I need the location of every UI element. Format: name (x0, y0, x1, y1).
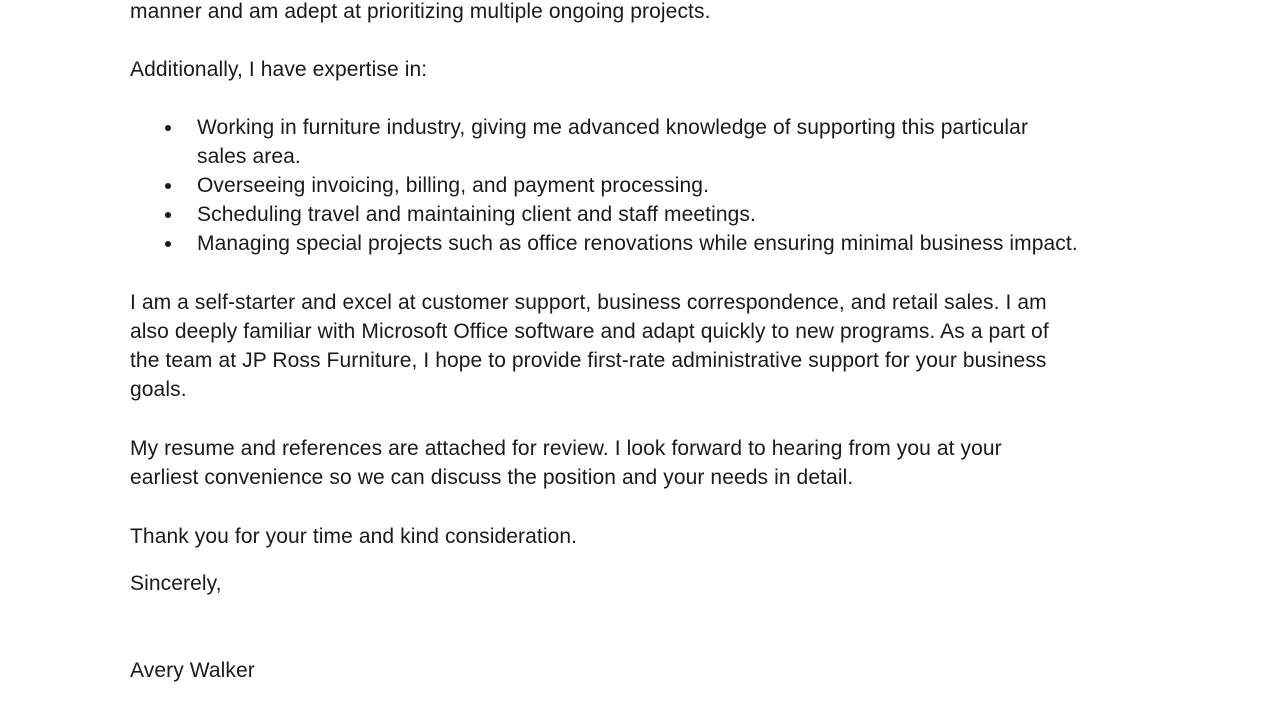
list-item-text: Overseeing invoicing, billing, and payment processing. (197, 174, 710, 197)
list-item-text: Working in furniture industry, giving me advanced knowledge of supporting this particular (197, 116, 1029, 139)
intro-paragraph-tail: manner and am adept at prioritizing multiple ongoing projects. (130, 0, 711, 23)
expertise-intro: Additionally, I have expertise in: (130, 58, 428, 81)
signoff: Sincerely, (130, 572, 222, 595)
bullet-icon (165, 125, 171, 131)
paragraph-line: earliest convenience so we can discuss the position and your needs in detail. (130, 466, 854, 489)
list-item-text: Scheduling travel and maintaining client and staff meetings. (197, 203, 756, 226)
paragraph-line: I am a self-starter and excel at customer support, business correspondence, and retail sales. I am (130, 291, 1047, 314)
paragraph-line: also deeply familiar with Microsoft Office software and adapt quickly to new programs. As a part of (130, 320, 1049, 343)
paragraph-line: the team at JP Ross Furniture, I hope to provide first-rate administrative support for your business (130, 349, 1047, 372)
signature-name: Avery Walker (130, 659, 255, 682)
bullet-icon (165, 241, 171, 247)
bullet-icon (165, 212, 171, 218)
bullet-icon (165, 183, 171, 189)
list-item-text: Managing special projects such as office renovations while ensuring minimal business impact. (197, 232, 1078, 255)
paragraph-line: My resume and references are attached for review. I look forward to hearing from you at your (130, 437, 1002, 460)
thanks-line: Thank you for your time and kind consideration. (130, 525, 578, 548)
paragraph-line: goals. (130, 378, 187, 401)
list-item-text-continued: sales area. (197, 145, 301, 168)
